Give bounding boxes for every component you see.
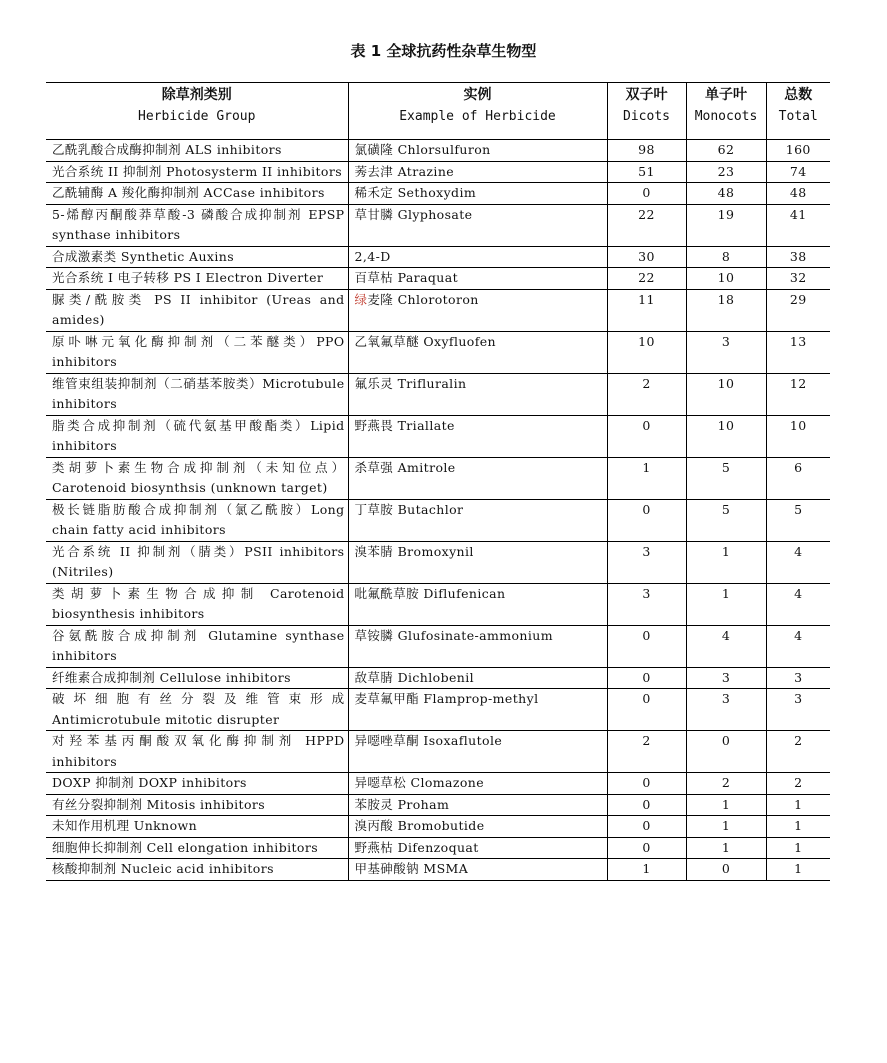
cell-total: 1	[766, 816, 830, 838]
cell-monocots: 3	[686, 689, 766, 731]
cell-herbicide-group: 破坏细胞有丝分裂及维管束形成 Antimicrotubule mitotic disrupter	[46, 689, 348, 731]
highlighted-character: 绿	[354, 291, 368, 307]
cell-dicots: 0	[607, 794, 686, 816]
cell-monocots: 10	[686, 373, 766, 415]
cell-herbicide-group: 脂类合成抑制剂（硫代氨基甲酸酯类）Lipid inhibitors	[46, 415, 348, 457]
cell-dicots: 22	[607, 268, 686, 290]
cell-monocots: 5	[686, 499, 766, 541]
cell-total: 4	[766, 541, 830, 583]
cell-example-herbicide: 氟乐灵 Trifluralin	[348, 373, 607, 415]
cell-herbicide-group: 有丝分裂抑制剂 Mitosis inhibitors	[46, 794, 348, 816]
header-dicots	[607, 83, 686, 140]
cell-herbicide-group: 光合系统 I 电子转移 PS I Electron Diverter	[46, 268, 348, 290]
cell-total: 3	[766, 667, 830, 689]
cell-herbicide-group: 光合系统 II 抑制剂（腈类）PSII inhibitors (Nitriles)	[46, 541, 348, 583]
cell-total: 160	[766, 140, 830, 162]
cell-monocots: 4	[686, 625, 766, 667]
cell-example-herbicide: 麦草氟甲酯 Flamprop-methyl	[348, 689, 607, 731]
cell-monocots: 1	[686, 541, 766, 583]
cell-example-herbicide: 2,4-D	[348, 246, 607, 268]
cell-total: 6	[766, 457, 830, 499]
table-row	[46, 457, 830, 499]
cell-dicots: 10	[607, 331, 686, 373]
header-total	[766, 83, 830, 140]
table-row	[46, 816, 830, 838]
cell-total: 5	[766, 499, 830, 541]
table-body	[46, 140, 830, 881]
cell-total: 13	[766, 331, 830, 373]
cell-dicots: 0	[607, 667, 686, 689]
cell-monocots: 0	[686, 731, 766, 773]
cell-dicots: 0	[607, 837, 686, 859]
cell-herbicide-group: 核酸抑制剂 Nucleic acid inhibitors	[46, 859, 348, 881]
cell-monocots: 1	[686, 837, 766, 859]
cell-monocots: 5	[686, 457, 766, 499]
header-zh: 总数	[784, 87, 813, 103]
cell-example-herbicide: 绿麦隆 Chlorotoron	[348, 289, 607, 331]
cell-herbicide-group: 纤维素合成抑制剂 Cellulose inhibitors	[46, 667, 348, 689]
cell-herbicide-group: 5-烯醇丙酮酸莽草酸-3 磷酸合成抑制剂 EPSP synthase inhibitors	[46, 204, 348, 246]
cell-example-herbicide: 乙氧氟草醚 Oxyfluofen	[348, 331, 607, 373]
table-row	[46, 140, 830, 162]
table-row	[46, 331, 830, 373]
cell-total: 74	[766, 161, 830, 183]
cell-total: 4	[766, 625, 830, 667]
table-row	[46, 373, 830, 415]
cell-example-herbicide: 敌草腈 Dichlobenil	[348, 667, 607, 689]
cell-dicots: 2	[607, 731, 686, 773]
cell-monocots: 48	[686, 183, 766, 205]
cell-total: 41	[766, 204, 830, 246]
cell-total: 12	[766, 373, 830, 415]
table-row	[46, 289, 830, 331]
cell-herbicide-group: 合成激素类 Synthetic Auxins	[46, 246, 348, 268]
cell-total: 38	[766, 246, 830, 268]
cell-monocots: 19	[686, 204, 766, 246]
cell-total: 2	[766, 773, 830, 795]
cell-herbicide-group: 类胡萝卜素生物合成抑制 Carotenoid biosynthesis inhibitors	[46, 583, 348, 625]
cell-dicots: 0	[607, 415, 686, 457]
table-row	[46, 731, 830, 773]
cell-monocots: 3	[686, 667, 766, 689]
cell-dicots: 11	[607, 289, 686, 331]
cell-herbicide-group: 类胡萝卜素生物合成抑制剂（未知位点）Carotenoid biosynthsis (unknown target)	[46, 457, 348, 499]
table-row	[46, 794, 830, 816]
cell-herbicide-group: 细胞伸长抑制剂 Cell elongation inhibitors	[46, 837, 348, 859]
cell-total: 10	[766, 415, 830, 457]
cell-dicots: 0	[607, 773, 686, 795]
cell-herbicide-group: 未知作用机理 Unknown	[46, 816, 348, 838]
cell-dicots: 1	[607, 457, 686, 499]
cell-dicots: 98	[607, 140, 686, 162]
cell-monocots: 10	[686, 268, 766, 290]
cell-dicots: 3	[607, 541, 686, 583]
table-row	[46, 837, 830, 859]
cell-herbicide-group: 原卟啉元氧化酶抑制剂（二苯醚类）PPO inhibitors	[46, 331, 348, 373]
cell-total: 2	[766, 731, 830, 773]
cell-example-herbicide: 稀禾定 Sethoxydim	[348, 183, 607, 205]
cell-monocots: 18	[686, 289, 766, 331]
cell-example-herbicide: 草铵膦 Glufosinate-ammonium	[348, 625, 607, 667]
header-en: Monocots	[694, 109, 758, 124]
cell-total: 1	[766, 837, 830, 859]
cell-dicots: 30	[607, 246, 686, 268]
cell-total: 32	[766, 268, 830, 290]
cell-herbicide-group: 脲类/酰胺类 PS II inhibitor (Ureas and amides)	[46, 289, 348, 331]
cell-herbicide-group: 乙酰乳酸合成酶抑制剂 ALS inhibitors	[46, 140, 348, 162]
header-zh: 除草剂类别	[161, 87, 232, 103]
cell-herbicide-group: 维管束组装抑制剂（二硝基苯胺类）Microtubule inhibitors	[46, 373, 348, 415]
header-en: Dicots	[623, 109, 670, 124]
table-row	[46, 541, 830, 583]
cell-dicots: 0	[607, 816, 686, 838]
cell-example-herbicide: 苯胺灵 Proham	[348, 794, 607, 816]
cell-dicots: 0	[607, 499, 686, 541]
header-herbicide-group	[46, 83, 348, 140]
cell-dicots: 3	[607, 583, 686, 625]
cell-example-herbicide: 氯磺隆 Chlorsulfuron	[348, 140, 607, 162]
cell-example-herbicide: 野燕枯 Difenzoquat	[348, 837, 607, 859]
cell-example-herbicide: 杀草强 Amitrole	[348, 457, 607, 499]
cell-monocots: 1	[686, 816, 766, 838]
cell-example-herbicide: 百草枯 Paraquat	[348, 268, 607, 290]
cell-total: 29	[766, 289, 830, 331]
cell-herbicide-group: 极长链脂肪酸合成抑制剂（氯乙酰胺）Long chain fatty acid inhibitors	[46, 499, 348, 541]
cell-dicots: 1	[607, 859, 686, 881]
cell-monocots: 23	[686, 161, 766, 183]
cell-example-herbicide: 异噁草松 Clomazone	[348, 773, 607, 795]
header-zh: 单子叶	[705, 87, 747, 103]
cell-example-herbicide: 异噁唑草酮 Isoxaflutole	[348, 731, 607, 773]
cell-dicots: 0	[607, 183, 686, 205]
cell-monocots: 8	[686, 246, 766, 268]
cell-monocots: 62	[686, 140, 766, 162]
cell-dicots: 0	[607, 689, 686, 731]
cell-monocots: 0	[686, 859, 766, 881]
cell-example-herbicide: 莠去津 Atrazine	[348, 161, 607, 183]
cell-example-herbicide: 溴苯腈 Bromoxynil	[348, 541, 607, 583]
cell-dicots: 2	[607, 373, 686, 415]
cell-example-herbicide: 草甘膦 Glyphosate	[348, 204, 607, 246]
table-row	[46, 415, 830, 457]
cell-total: 48	[766, 183, 830, 205]
herbicide-resistance-table	[46, 82, 830, 881]
table-row	[46, 583, 830, 625]
cell-dicots: 22	[607, 204, 686, 246]
cell-example-herbicide: 野燕畏 Triallate	[348, 415, 607, 457]
table-row	[46, 246, 830, 268]
cell-dicots: 51	[607, 161, 686, 183]
cell-example-herbicide: 吡氟酰草胺 Diflufenican	[348, 583, 607, 625]
header-zh: 实例	[463, 87, 492, 103]
cell-monocots: 3	[686, 331, 766, 373]
table-row	[46, 183, 830, 205]
cell-herbicide-group: 乙酰辅酶 A 羧化酶抑制剂 ACCase inhibitors	[46, 183, 348, 205]
cell-example-herbicide: 甲基砷酸钠 MSMA	[348, 859, 607, 881]
table-row	[46, 859, 830, 881]
cell-herbicide-group: 对羟苯基丙酮酸双氧化酶抑制剂 HPPD inhibitors	[46, 731, 348, 773]
cell-monocots: 1	[686, 794, 766, 816]
cell-example-herbicide: 丁草胺 Butachlor	[348, 499, 607, 541]
table-row	[46, 689, 830, 731]
cell-example-herbicide: 溴丙酸 Bromobutide	[348, 816, 607, 838]
table-row	[46, 625, 830, 667]
cell-dicots: 0	[607, 625, 686, 667]
cell-monocots: 2	[686, 773, 766, 795]
table-title: 表 1 全球抗药性杂草生物型	[350, 42, 537, 60]
cell-total: 1	[766, 859, 830, 881]
header-en: Total	[778, 109, 818, 124]
cell-total: 4	[766, 583, 830, 625]
table-row	[46, 204, 830, 246]
cell-herbicide-group: 光合系统 II 抑制剂 Photosysterm II inhibitors	[46, 161, 348, 183]
cell-herbicide-group: DOXP 抑制剂 DOXP inhibitors	[46, 773, 348, 795]
header-en: Example of Herbicide	[399, 109, 556, 124]
cell-herbicide-group: 谷氨酰胺合成抑制剂 Glutamine synthase inhibitors	[46, 625, 348, 667]
table-row	[46, 773, 830, 795]
header-zh: 双子叶	[625, 87, 668, 103]
cell-total: 3	[766, 689, 830, 731]
cell-total: 1	[766, 794, 830, 816]
cell-monocots: 1	[686, 583, 766, 625]
header-en: Herbicide Group	[138, 109, 256, 124]
table-row	[46, 499, 830, 541]
header-monocots	[686, 83, 766, 140]
header-example	[348, 83, 607, 140]
table-row	[46, 667, 830, 689]
table-row	[46, 268, 830, 290]
cell-monocots: 10	[686, 415, 766, 457]
table-row	[46, 161, 830, 183]
table-header-row	[46, 83, 830, 140]
